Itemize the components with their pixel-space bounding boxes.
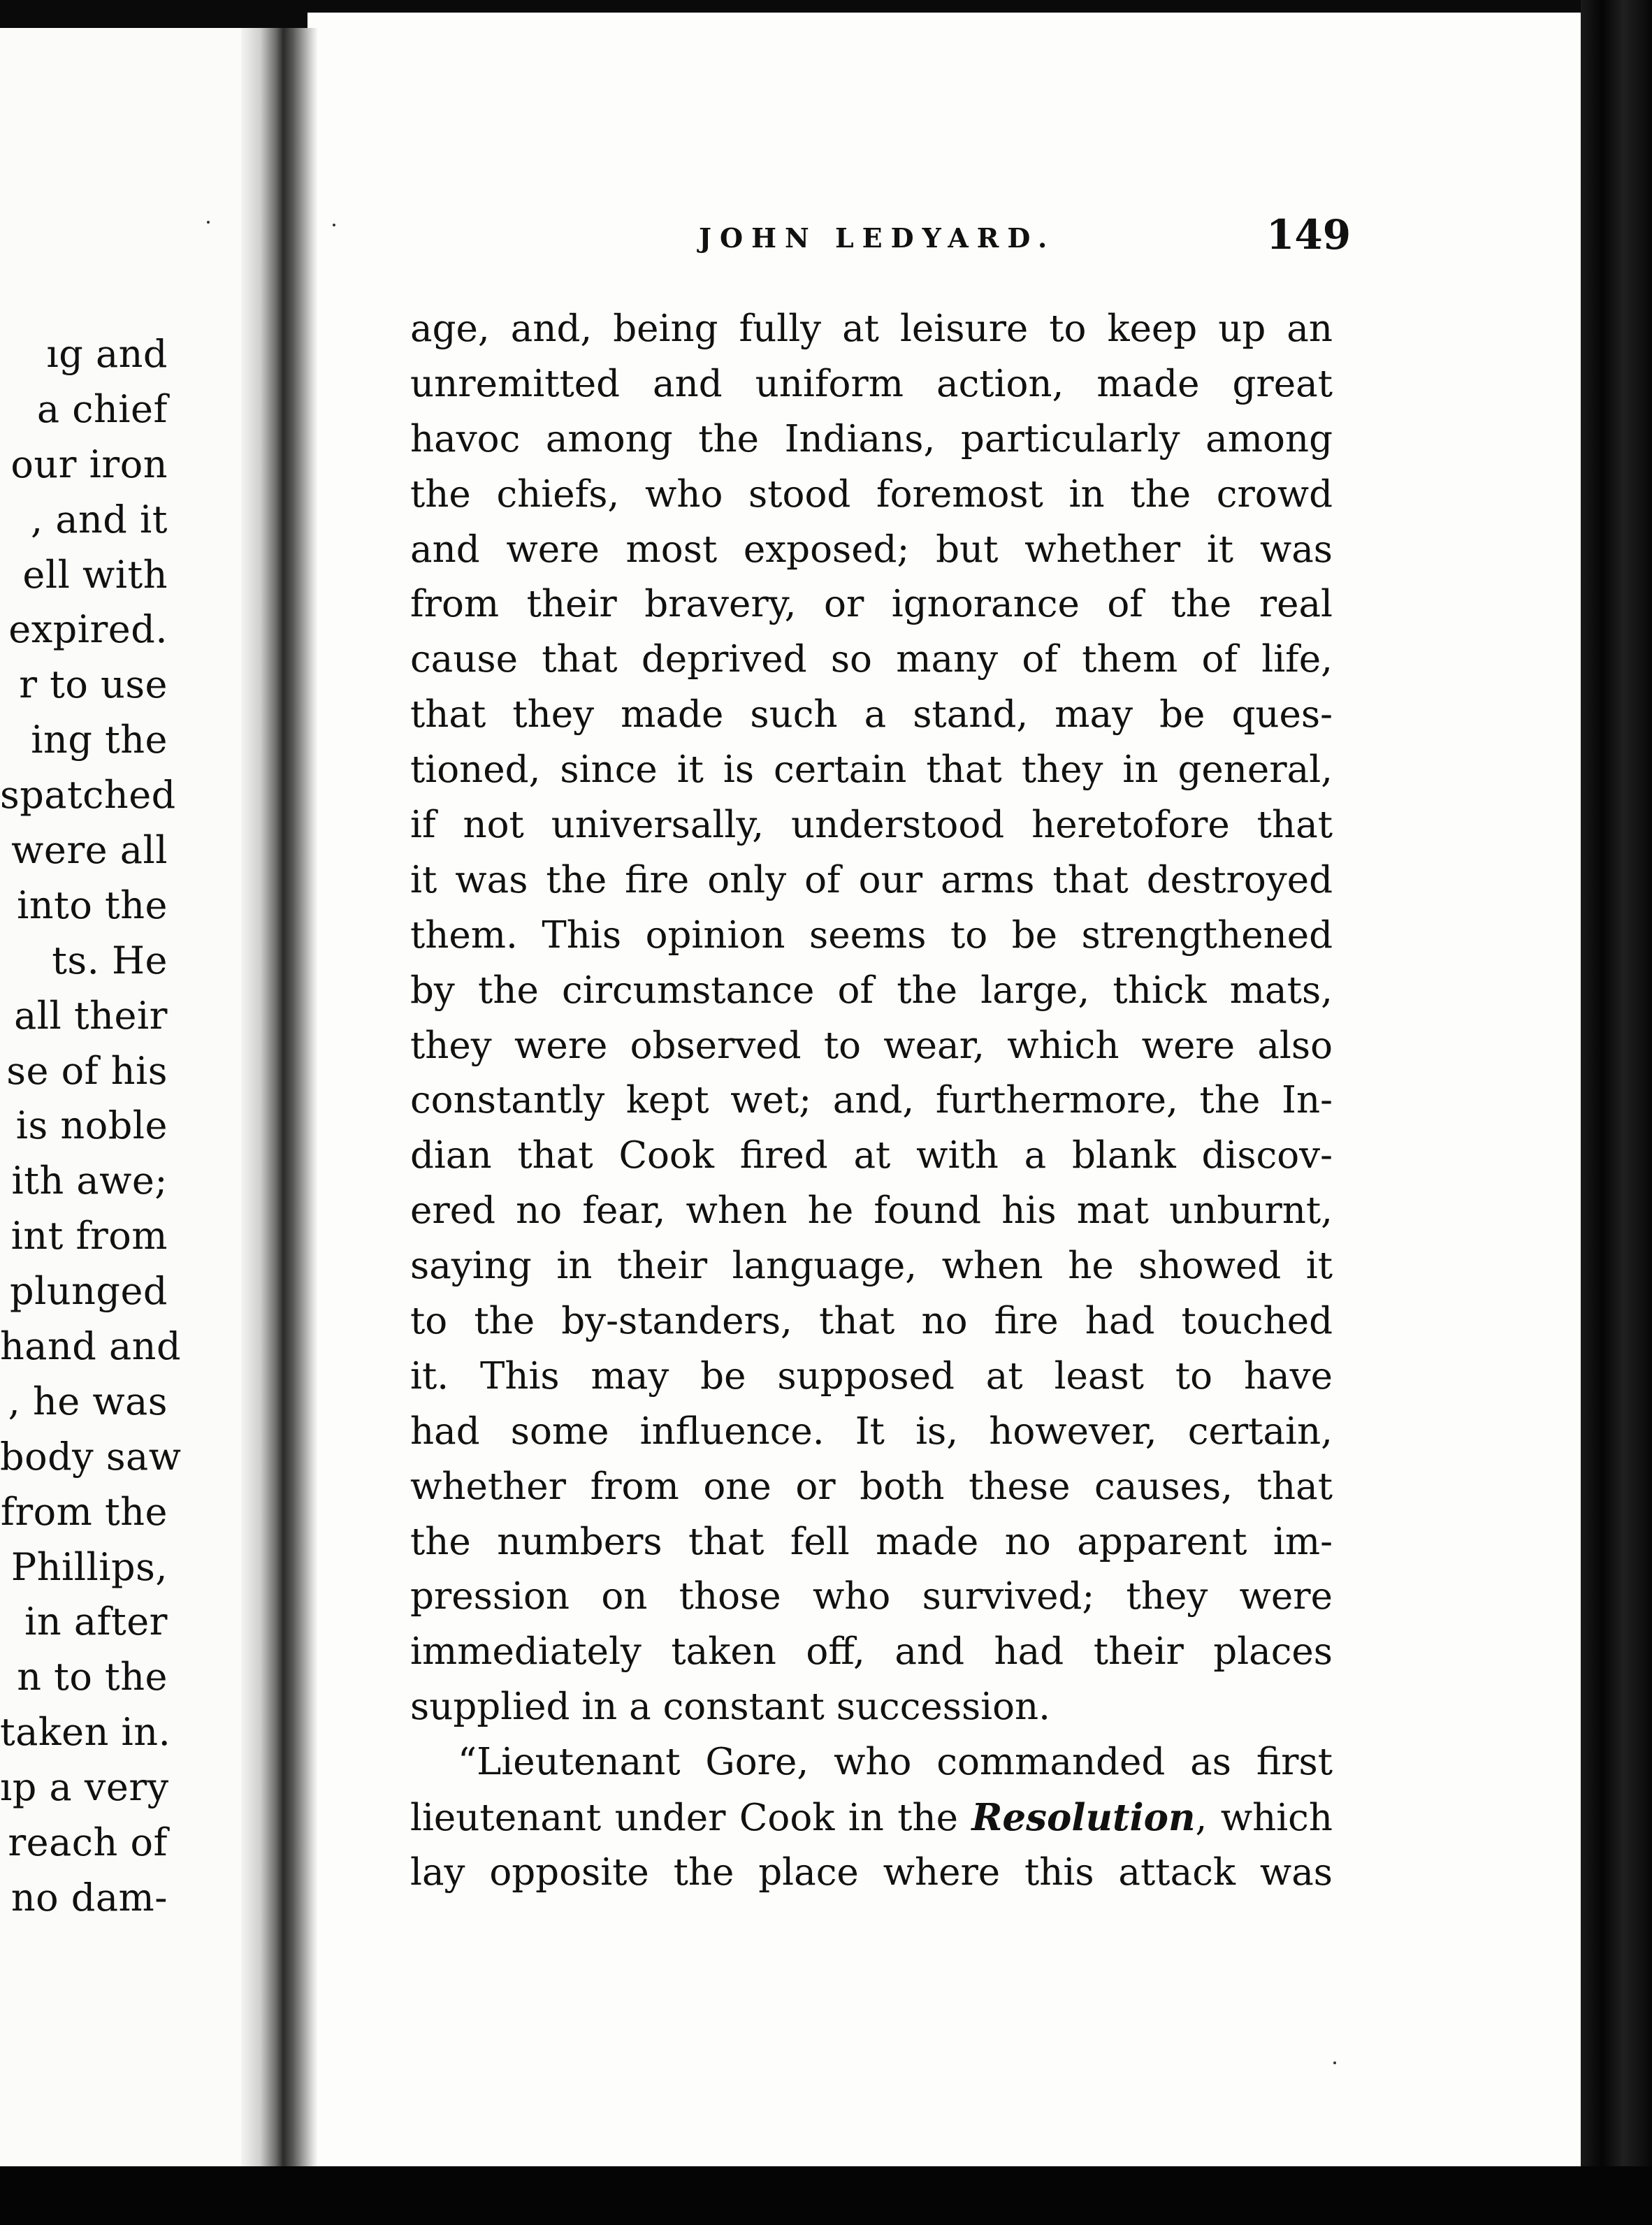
facing-line: ts. He [52, 938, 168, 983]
paragraph-start-line: “Lieutenant Gore, who commanded as first [458, 1741, 1333, 1784]
facing-page-fragment [0, 28, 273, 2166]
text-line: it. This may be supposed at least to have [410, 1354, 1333, 1398]
facing-line: reach of [8, 1820, 168, 1865]
facing-line: Phillips, [10, 1544, 168, 1589]
facing-line: a chief [36, 386, 168, 431]
text-line: age, and, being fully at leisure to keep up an [410, 307, 1333, 350]
facing-line: were all [11, 828, 168, 873]
facing-line: hand and [0, 1324, 182, 1369]
text-line: they were observed to wear, which were also [410, 1024, 1333, 1067]
facing-line: r to use [19, 662, 168, 707]
italic-ship-name: Resolution [971, 1796, 1196, 1840]
text-line: cause that deprived so many of them of life, [410, 638, 1333, 681]
text-line: whether from one or both these causes, that [410, 1465, 1333, 1508]
facing-line: no dam- [10, 1875, 168, 1920]
facing-line: from the [0, 1489, 168, 1534]
facing-page-text [0, 327, 182, 1926]
scan-speck [333, 224, 335, 226]
text-line: constantly kept wet; and, furthermore, the In- [410, 1079, 1333, 1122]
text-line: it was the fire only of our arms that destroyed [410, 858, 1333, 901]
facing-line: int from [10, 1214, 168, 1259]
text-line: unremitted and uniform action, made great [410, 362, 1333, 405]
text-line [410, 1790, 1333, 1846]
facing-line: body saw [0, 1434, 182, 1479]
facing-line: in after [24, 1600, 168, 1644]
running-head: JOHN LEDYARD. [699, 222, 1056, 254]
body-text [410, 302, 1333, 1901]
scan-bottom-border [0, 2166, 1652, 2225]
text-line: saying in their language, when he showed it [410, 1245, 1333, 1288]
text-line: from their bravery, or ignorance of the real [410, 583, 1333, 626]
facing-line: ith awe; [11, 1159, 168, 1203]
facing-line: ell with [22, 552, 168, 597]
facing-line: all their [14, 993, 168, 1038]
facing-line: , and it [30, 497, 168, 542]
facing-line: plunged [10, 1269, 168, 1314]
facing-line: is noble [15, 1103, 168, 1148]
text-line: to the by-standers, that no fire had touched [410, 1300, 1333, 1343]
text-line: havoc among the Indians, particularly among [410, 417, 1333, 461]
text-line: had some influence. It is, however, certain, [410, 1409, 1333, 1453]
scan-speck [207, 221, 210, 224]
book-gutter-shadow [241, 28, 318, 2180]
text-line: the numbers that fell made no apparent im- [410, 1520, 1333, 1563]
text-line: tioned, since it is certain that they in general, [410, 748, 1333, 792]
text-line: the chiefs, who stood foremost in the crowd [410, 472, 1333, 516]
facing-line: taken in. [0, 1710, 171, 1755]
text-line: supplied in a constant succession. [410, 1686, 1051, 1729]
facing-line: our iron [10, 442, 168, 486]
text-line: that they made such a stand, may be ques- [410, 693, 1333, 737]
page-number: 149 [1266, 211, 1352, 259]
facing-line: , he was [8, 1379, 168, 1423]
text-fragment: , which [1195, 1797, 1333, 1840]
text-line: if not universally, understood heretofore that [410, 804, 1333, 847]
text-line: by the circumstance of the large, thick mats, [410, 969, 1333, 1012]
text-line: ered no fear, when he found his mat unburnt, [410, 1189, 1333, 1233]
page-edge-shadow [1581, 0, 1652, 2225]
text-fragment: lieutenant under Cook in the [410, 1797, 972, 1840]
facing-line: spatched [0, 773, 176, 818]
facing-line: expired. [8, 607, 168, 652]
facing-line: ıg and [46, 332, 168, 376]
facing-line: n to the [17, 1655, 168, 1699]
scan-speck [1333, 2061, 1336, 2064]
text-line: lay opposite the place where this attack was [410, 1850, 1333, 1894]
facing-line: se of his [6, 1048, 168, 1093]
facing-line: ing the [31, 718, 168, 762]
text-line: dian that Cook fired at with a blank discov- [410, 1134, 1333, 1177]
text-line: pression on those who survived; they were [410, 1575, 1333, 1618]
text-line: them. This opinion seems to be strengthened [410, 913, 1333, 957]
text-line: and were most exposed; but whether it was [410, 528, 1333, 571]
text-line: immediately taken off, and had their places [410, 1630, 1333, 1674]
facing-line: into the [17, 883, 168, 927]
facing-line: ıp a very [0, 1765, 169, 1810]
